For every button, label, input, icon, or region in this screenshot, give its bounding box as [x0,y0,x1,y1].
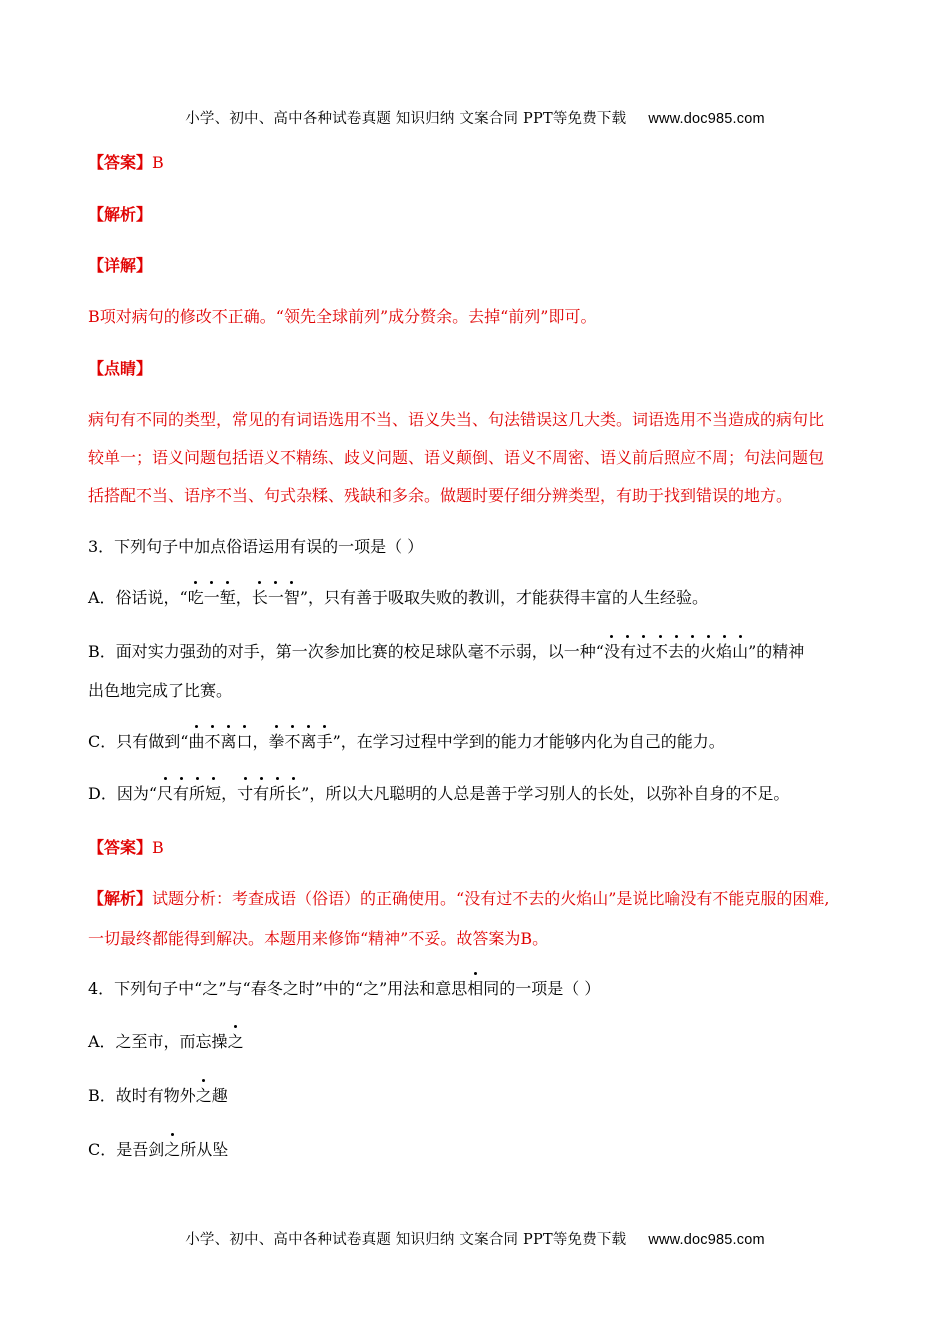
q2-comment [88,356,868,379]
q3-option-a [88,585,868,608]
dotted-char: 寸 [237,781,253,804]
dotted-char: 拳 [269,729,285,752]
option-d-prefix: D．因为“ [88,784,158,803]
q2-comment-line-3: 括搭配不当、语序不当、句式杂糅、残缺和多余。做题时要仔细分辨类型，有助于找到错误的地方。 [88,486,793,505]
footer-text: 小学、初中、高中各种试卷真题 知识归纳 文案合同 PPT等免费下载 [185,1232,627,1248]
option-b-prefix: B．故时有物外 [88,1086,196,1105]
option-c-prefix: C．只有做到“ [88,732,189,751]
q3-analysis-line-1 [88,886,868,909]
footer-site: www.doc985.com [648,1232,765,1248]
analysis-tag: 【解析】 [88,205,153,224]
dotted-char: 尺 [157,781,173,804]
option-c-dotted: 之 [164,1137,180,1160]
q2-detail-text: B项对病句的修改不正确。“领先全球前列”成分赘余。去掉“前列”即可。 [88,307,597,326]
dotted-char: 山 [732,639,748,662]
dotted-char: 一 [268,585,284,608]
q4-stem [88,976,868,999]
dotted-char: 焰 [716,639,732,662]
q3-option-c [88,729,868,752]
option-c-prefix: C．是吾剑 [88,1140,165,1159]
dotted-char: 不 [285,729,301,752]
dotted-char: 有 [620,639,636,662]
dotted-char: 没 [604,639,620,662]
option-b-suffix: ”的精神 [748,642,805,661]
dotted-char: 长 [252,585,268,608]
q4-option-b [88,1083,868,1106]
q3-analysis-line-2: 一切最终都能得到解决。本题用来修饰“精神”不妥。故答案为B。 [88,929,549,948]
dotted-char: 长 [285,781,301,804]
punctuation: ， [235,588,252,607]
q2-comment-line-2: 较单一；语义问题包括语义不精练、歧义问题、语义颠倒、语义不周密、语义前后照应不周；句法问题包 [88,448,825,467]
q2-analysis [88,202,868,225]
q3-option-d [88,781,868,804]
dotted-char: 去 [668,639,684,662]
option-d-dotted [157,784,301,803]
dotted-char: 不 [204,729,220,752]
analysis-tag: 【解析】 [88,889,153,908]
dotted-char: 不 [652,639,668,662]
answer-tag: 【答案】 [88,153,153,172]
answer-value: B [152,153,164,172]
option-a-dotted [188,588,300,607]
dotted-char: 手 [317,729,333,752]
dotted-char: 智 [284,585,300,608]
dotted-char: 有 [173,781,189,804]
answer-value: B [152,838,164,857]
dotted-char: 火 [700,639,716,662]
option-b-prefix: B．面对实力强劲的对手，第一次参加比赛的校足球队毫不示弱，以一种“ [88,642,604,661]
option-c-suffix: 所从坠 [180,1140,229,1159]
dotted-char: 口 [236,729,252,752]
q3-stem: 3．下列句子中加点俗语运用有误的一项是（ ） [88,537,424,556]
q4-stem-prefix: 4．下列句子中“之”与“春冬之时”中的“之”用法和意思 [88,979,468,998]
dotted-char: 吃 [188,585,204,608]
option-c-dotted [188,732,332,751]
dotted-char: 堑 [220,585,236,608]
option-a-suffix: ”，只有善于吸取失败的教训，才能获得丰富的人生经验。 [299,588,709,607]
answer-tag: 【答案】 [88,838,153,857]
dotted-char: 所 [189,781,205,804]
q2-answer [88,150,868,173]
page-header [0,107,950,128]
option-b-suffix: 趣 [211,1086,228,1105]
option-b-dotted [604,642,748,661]
q3-answer [88,835,868,858]
comment-tag: 【点睛】 [88,359,153,378]
dotted-char: 离 [301,729,317,752]
q3-option-b-line2: 出色地完成了比赛。 [88,681,233,700]
dotted-char: 有 [253,781,269,804]
dotted-char: 短 [205,781,221,804]
header-text: 小学、初中、高中各种试卷真题 知识归纳 文案合同 PPT等免费下载 [185,111,627,127]
option-a-prefix: A．之至市，而忘操 [88,1032,228,1051]
option-a-dotted: 之 [228,1029,244,1052]
option-d-suffix: ”，所以大凡聪明的人总是善于学习别人的长处，以弥补自身的不足。 [301,784,790,803]
dotted-char: 所 [269,781,285,804]
q4-option-c [88,1137,868,1160]
q4-option-a [88,1029,868,1052]
analysis-text: 试题分析：考查成语（俗语）的正确使用。“没有过不去的火焰山”是说比喻没有不能克服的困难, [152,889,830,908]
detail-tag: 【详解】 [88,256,153,275]
punctuation: ， [252,732,269,751]
page-footer [0,1228,950,1249]
q4-stem-dotted: 相 [467,976,483,999]
dotted-char: 离 [220,729,236,752]
dotted-char: 曲 [188,729,204,752]
option-b-dotted: 之 [196,1083,212,1106]
option-c-suffix: ”，在学习过程中学到的能力才能够内化为自己的能力。 [332,732,725,751]
q3-option-b [88,639,868,662]
dotted-char: 一 [204,585,220,608]
header-site: www.doc985.com [648,111,765,127]
q2-detail [88,253,868,276]
dotted-char: 过 [636,639,652,662]
q4-stem-suffix: 同的一项是（ ） [483,979,601,998]
option-a-prefix: A．俗话说，“ [88,588,188,607]
q2-comment-line-1: 病句有不同的类型，常见的有词语选用不当、语义失当、句法错误这几大类。词语选用不当造成的病句比 [88,410,825,429]
punctuation: ， [221,784,238,803]
dotted-char: 的 [684,639,700,662]
